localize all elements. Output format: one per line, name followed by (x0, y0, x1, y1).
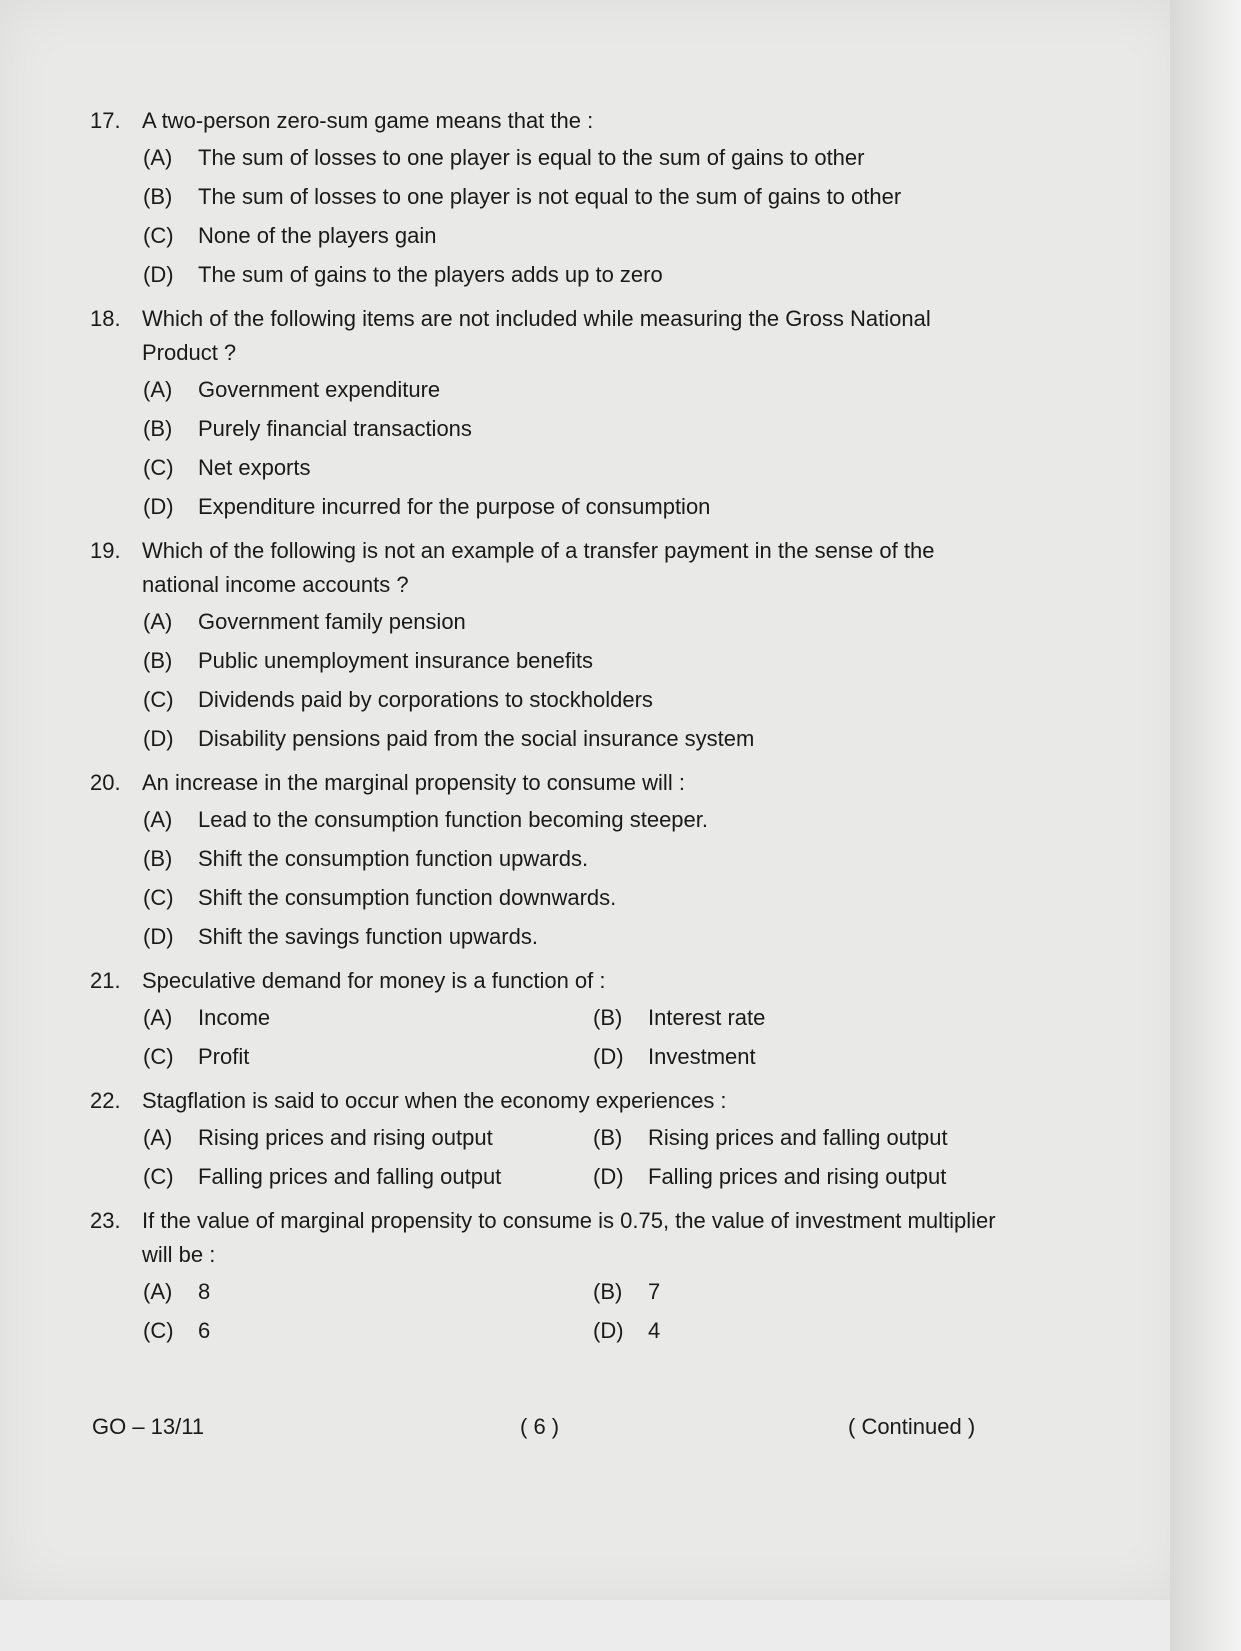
option: (D) Investment (593, 1044, 756, 1069)
question-text: Speculative demand for money is a function of : (142, 968, 606, 993)
option: (D) 4 (593, 1318, 661, 1343)
option: (C) Dividends paid by corporations to stockholders (143, 687, 653, 712)
continued-label: ( Continued ) (848, 1414, 976, 1439)
page-number: ( 6 ) (520, 1414, 560, 1439)
option: (C) 6 (143, 1318, 211, 1343)
question-text: A two-person zero-sum game means that the : (142, 108, 594, 133)
option: (C) None of the players gain (143, 223, 437, 248)
question-number: 22. (90, 1088, 121, 1113)
question-20 (90, 766, 1010, 956)
option: (A) Lead to the consumption function becoming steeper. (143, 807, 709, 832)
option: (A) Government family pension (143, 609, 466, 634)
question-23 (90, 1204, 1010, 1350)
option: (B) 7 (593, 1279, 661, 1304)
question-text: An increase in the marginal propensity to consume will : (142, 770, 685, 795)
question-19 (90, 534, 1010, 758)
option: (B) Interest rate (593, 1005, 766, 1030)
question-22 (90, 1084, 1010, 1196)
option: (C) Net exports (143, 455, 311, 480)
paper-code: GO – 13/11 (92, 1414, 205, 1439)
option: (B) Public unemployment insurance benefits (143, 648, 594, 673)
option: (A) 8 (143, 1279, 211, 1304)
option: (C) Falling prices and falling output (143, 1164, 502, 1189)
questions-list (90, 104, 1010, 1358)
question-number: 20. (90, 770, 121, 795)
option: (B) The sum of losses to one player is not equal to the sum of gains to other (143, 184, 902, 209)
option: (A) Income (143, 1005, 271, 1030)
option: (C) Shift the consumption function downwards. (143, 885, 617, 910)
question-18 (90, 302, 1010, 526)
option: (D) The sum of gains to the players adds up to zero (143, 262, 663, 287)
question-number: 23. (90, 1208, 121, 1233)
question-number: 17. (90, 108, 121, 133)
question-text: Stagflation is said to occur when the economy experiences : (142, 1088, 727, 1113)
question-text: If the value of marginal propensity to consume is 0.75, the value of investment multiplier will be : (142, 1208, 996, 1267)
question-text: Which of the following items are not included while measuring the Gross National Product ? (142, 306, 931, 365)
option: (B) Purely financial transactions (143, 416, 472, 441)
question-17 (90, 104, 1010, 294)
option: (D) Disability pensions paid from the social insurance system (143, 726, 755, 751)
question-number: 19. (90, 538, 121, 563)
page-edge (1170, 0, 1241, 1651)
question-number: 18. (90, 306, 121, 331)
option: (B) Shift the consumption function upwards. (143, 846, 589, 871)
option: (D) Expenditure incurred for the purpose of consumption (143, 494, 711, 519)
question-number: 21. (90, 968, 121, 993)
option: (B) Rising prices and falling output (593, 1125, 948, 1150)
question-21 (90, 964, 1010, 1076)
question-text: Which of the following is not an example of a transfer payment in the sense of the national income accounts ? (142, 538, 935, 597)
option: (A) The sum of losses to one player is equal to the sum of gains to other (143, 145, 865, 170)
option: (A) Rising prices and rising output (143, 1125, 493, 1150)
option: (C) Profit (143, 1044, 250, 1069)
option: (A) Government expenditure (143, 377, 441, 402)
option: (D) Shift the savings function upwards. (143, 924, 538, 949)
option: (D) Falling prices and rising output (593, 1164, 947, 1189)
